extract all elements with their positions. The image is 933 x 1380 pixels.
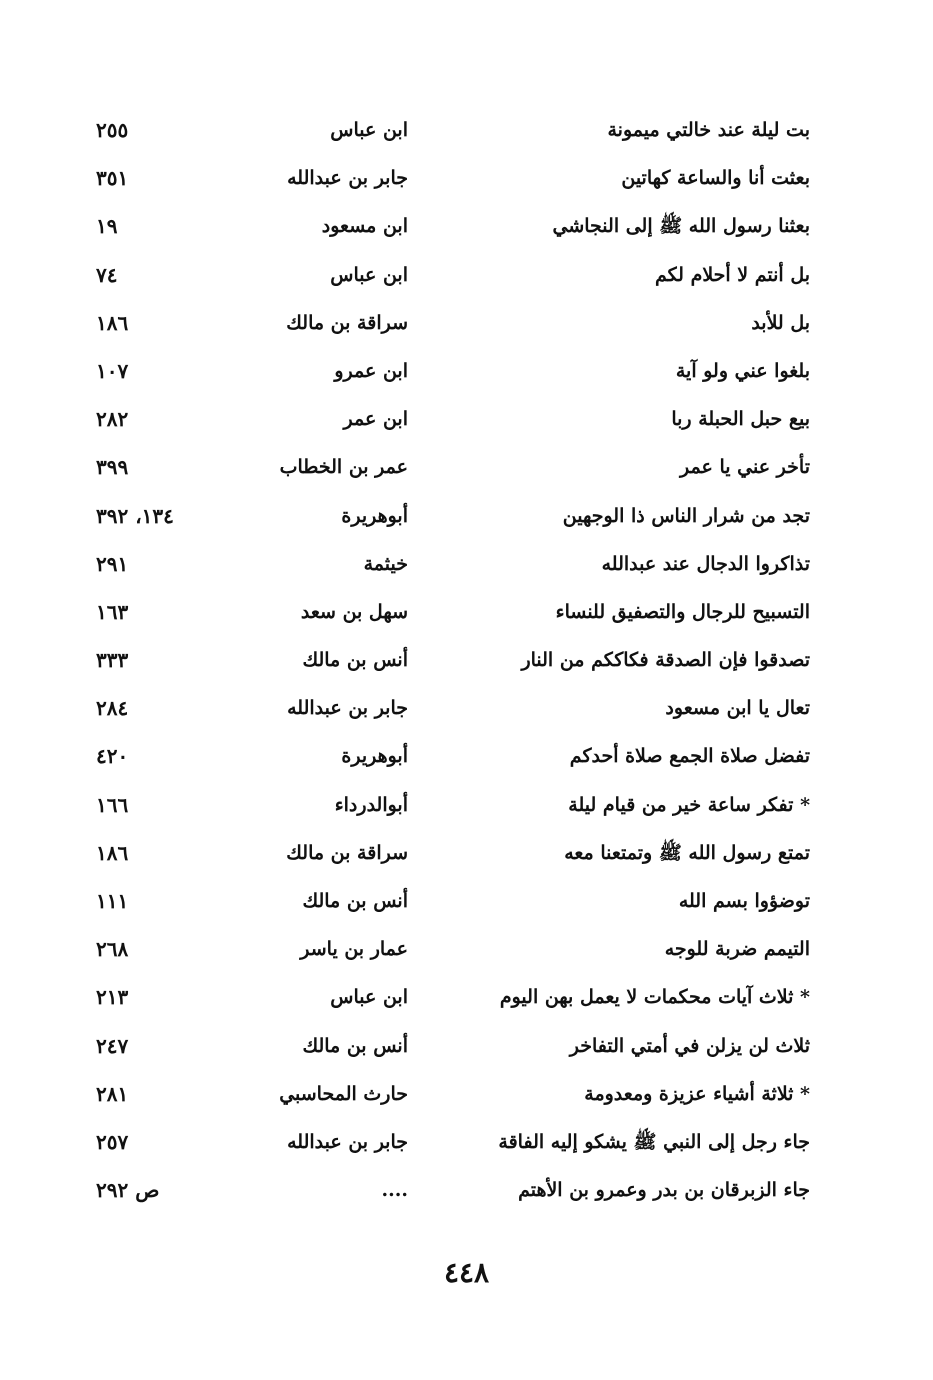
page-reference: [96, 781, 216, 829]
narrator-name: جابر بن عبدالله: [287, 1130, 408, 1153]
hadith-text: التسبيح للرجال والتصفيق للنساء: [555, 600, 810, 623]
page-reference-text: ٢٨٤: [96, 696, 129, 721]
page-reference-text: ٢٥٧: [96, 1129, 129, 1154]
narrator-name: ابن عباس: [330, 119, 408, 141]
table-row: [88, 829, 810, 877]
hadith-text: بل أنتم لا أحلام لكم: [655, 263, 810, 286]
table-row: [88, 925, 810, 973]
table-row: [88, 443, 810, 491]
page-reference-text: ١٠٧: [96, 358, 129, 383]
narrator-name: ابن مسعود: [321, 215, 408, 238]
table-row: [88, 202, 810, 250]
page-reference: [96, 106, 216, 154]
narrator-name: سهل بن سعد: [300, 600, 408, 623]
page-reference-text: ٢١٣: [96, 985, 129, 1010]
table-row: [88, 1022, 810, 1070]
hadith-text: تصدقوا فإن الصدقة فكاككم من النار: [521, 649, 810, 672]
page-reference: [96, 251, 216, 299]
page-reference: [96, 540, 216, 588]
table-row: [88, 395, 810, 443]
narrator-name: أنس بن مالك: [302, 649, 408, 672]
table-row: [88, 1166, 810, 1214]
narrator-name: أبوهريرة: [341, 504, 408, 527]
table-row: [88, 732, 810, 780]
page-reference-text: ٣٣٣: [96, 648, 129, 673]
table-row: [88, 251, 810, 299]
page-reference: [96, 443, 216, 491]
hadith-text: جاء الزبرقان بن بدر وعمرو بن الأهتم: [518, 1179, 810, 1202]
narrator-name: جابر بن عبدالله: [287, 697, 408, 720]
page-reference: [96, 492, 216, 540]
page-reference-text: ٢٥٥: [96, 118, 129, 142]
hadith-text: * ثلاث آيات محكمات لا يعمل بهن اليوم: [499, 986, 810, 1009]
hadith-text: ثلاث لن يزلن في أمتي التفاخر: [569, 1034, 810, 1057]
page-reference: [96, 684, 216, 732]
table-row: [88, 540, 810, 588]
hadith-text: تأخر عني يا عمر: [680, 456, 810, 479]
narrator-name: جابر بن عبدالله: [287, 167, 408, 190]
page-reference-text: ٣٥١: [96, 166, 129, 191]
hadith-text: التيمم ضربة للوجه: [664, 938, 810, 961]
narrator-name: أبوالدرداء: [334, 793, 408, 816]
narrator-name: حارث المحاسبي: [279, 1082, 408, 1105]
table-row: [88, 492, 810, 540]
page-reference-text: ١٨٦: [96, 310, 129, 335]
hadith-text: تفضل صلاة الجمع صلاة أحدكم: [569, 745, 810, 768]
page-reference: [96, 202, 216, 250]
hadith-text: تذاكروا الدجال عند عبدالله: [601, 552, 810, 575]
narrator-name: ابن عمر: [343, 408, 408, 431]
page-reference-text: ٢٨٢: [96, 407, 129, 432]
table-row: [88, 781, 810, 829]
narrator-name: سراقة بن مالك: [286, 841, 408, 864]
page-reference-text: ١٨٦: [96, 840, 129, 865]
page-reference: [96, 1166, 216, 1214]
page-number: ٤٤٨: [443, 1256, 490, 1289]
hadith-text: توضؤوا بسم الله: [678, 890, 810, 912]
narrator-name: أبوهريرة: [341, 745, 408, 768]
page-reference-text: ص ٢٩٢: [96, 1178, 160, 1203]
page-reference-text: ٢٤٧: [96, 1033, 129, 1058]
hadith-text: * ثلاثة أشياء عزيزة ومعدومة: [584, 1082, 810, 1105]
table-row: [88, 973, 810, 1021]
hadith-text: بت ليلة عند خالتي ميمونة: [607, 119, 810, 141]
page-reference: [96, 732, 216, 780]
page-reference-text: ١٣٤، ٣٩٢: [96, 503, 174, 528]
page-reference: [96, 829, 216, 877]
page-reference-text: ١١١: [96, 889, 129, 913]
page-reference: [96, 1070, 216, 1118]
hadith-text: بلغوا عني ولو آية: [675, 359, 810, 382]
narrator-name: ابن عباس: [330, 263, 408, 286]
table-row: [88, 154, 810, 202]
table-row: [88, 636, 810, 684]
narrator-name: أنس بن مالك: [302, 1034, 408, 1057]
page-reference: [96, 1022, 216, 1070]
page-reference-text: ١٦٦: [96, 792, 129, 817]
table-row: [88, 1070, 810, 1118]
table-row: [88, 299, 810, 347]
page-reference-text: ١٩: [96, 214, 118, 239]
page-reference-text: ٤٢٠: [96, 744, 129, 769]
page-reference: [96, 636, 216, 684]
narrator-name: ابن عمرو: [334, 359, 408, 382]
page-reference-text: ٢٩١: [96, 551, 129, 576]
page-reference: [96, 347, 216, 395]
hadith-text: * تفكر ساعة خير من قيام ليلة: [568, 793, 810, 816]
narrator-name: خيثمة: [363, 552, 408, 575]
page-reference: [96, 588, 216, 636]
page-reference-text: ١٦٣: [96, 599, 129, 624]
table-row: [88, 347, 810, 395]
page-reference: [96, 299, 216, 347]
narrator-name: ابن عباس: [330, 986, 408, 1009]
narrator-name: عمر بن الخطاب: [279, 456, 408, 479]
hadith-text: جاء رجل إلى النبي ﷺ يشكو إليه الفاقة: [498, 1130, 810, 1153]
hadith-text: تمتع رسول الله ﷺ وتمتعنا معه: [564, 841, 810, 864]
page-reference: [96, 877, 216, 925]
narrator-name: أنس بن مالك: [302, 890, 408, 912]
narrator-name: ....: [381, 1179, 408, 1202]
page-reference-text: ٣٩٩: [96, 455, 129, 480]
table-row: [88, 588, 810, 636]
hadith-text: بل للأبد: [751, 311, 810, 334]
page-reference: [96, 973, 216, 1021]
table-row: [88, 106, 810, 154]
hadith-text: بعثنا رسول الله ﷺ إلى النجاشي: [552, 215, 810, 238]
table-row: [88, 1118, 810, 1166]
hadith-index-table: [88, 106, 810, 1214]
page-reference: [96, 154, 216, 202]
hadith-text: بيع حبل الحبلة ربا: [671, 408, 810, 431]
table-row: [88, 877, 810, 925]
page-reference: [96, 1118, 216, 1166]
page-reference-text: ٢٦٨: [96, 937, 129, 962]
hadith-text: تعال يا ابن مسعود: [665, 697, 810, 720]
hadith-text: بعثت أنا والساعة كهاتين: [621, 167, 810, 190]
page-reference: [96, 925, 216, 973]
narrator-name: سراقة بن مالك: [286, 311, 408, 334]
hadith-text: تجد من شرار الناس ذا الوجهين: [562, 504, 810, 527]
page-reference-text: ٧٤: [96, 262, 118, 287]
page-reference: [96, 395, 216, 443]
table-row: [88, 684, 810, 732]
page-reference-text: ٢٨١: [96, 1081, 129, 1106]
narrator-name: عمار بن ياسر: [300, 938, 408, 961]
